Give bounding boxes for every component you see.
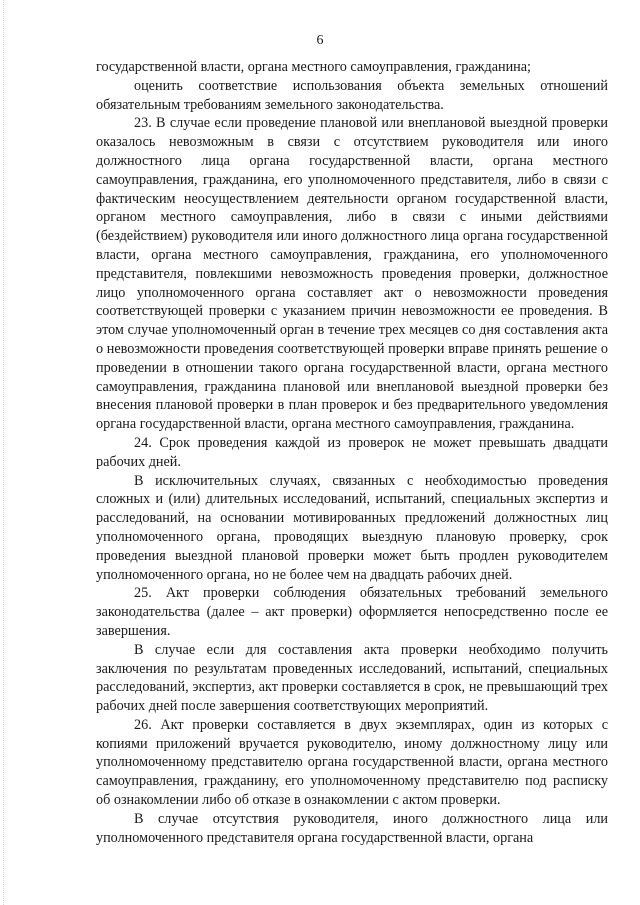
paragraph-2: оценить соответствие использования объекта земельных отношений обязательным требованиям земельного законодательства. — [96, 77, 608, 113]
scan-edge-mark — [3, 0, 5, 905]
paragraph-6: 25. Акт проверки соблюдения обязательных требований земельного законодательства (далее – акт проверки) оформляется непосредственно после ее завершения. — [96, 585, 608, 639]
paragraph-1: государственной власти, органа местного самоуправления, гражданина; — [96, 59, 532, 75]
document-body — [96, 58, 608, 847]
paragraph-3: 23. В случае если проведение плановой или внеплановой выездной проверки оказалось невозможным в связи с отсутствием руководителя или иного должностного лица органа государственной власти, органа местного самоуправления, гражданина, его уполномоченного представителя, либо в связи с фактическим неосуществлением деятельности органом государственной власти, органом местного самоуправления, либо в связи с иными действиями (бездействием) руководителя или иного должностного лица органа государственной власти, органа местного самоуправления, гражданина, его уполномоченного представителя, повлекшими невозможность проведения проверки, должностное лицо уполномоченного органа составляет акт о невозможности проведения соответствующей проверки с указанием причин невозможности ее проведения. В этом случае уполномоченный орган в течение трех месяцев со дня составления акта о невозможности проведения соответствующей проверки вправе принять решение о проведении в отношении такого органа государственной власти, органа местного самоуправления, гражданина плановой или внеплановой выездной проверки без внесения плановой проверки в план проверок и без предварительного уведомления органа государственной власти, органа местного самоуправления, гражданина. — [96, 115, 608, 433]
paragraph-9: В случае отсутствия руководителя, иного должностного лица или уполномоченного представителя органа государственной власти, органа — [96, 810, 608, 846]
paragraph-7: В случае если для составления акта проверки необходимо получить заключения по результатам проведенных исследований, испытаний, специальных расследований, экспертиз, акт проверки составляется в срок, не превышающий трех рабочих дней после завершения соответствующих мероприятий. — [96, 641, 608, 715]
paragraph-8: 26. Акт проверки составляется в двух экземплярах, один из которых с копиями приложений вручается руководителю, иному должностному лицу или уполномоченному представителю органа государственной власти, органа местного самоуправления, гражданину, его уполномоченному представителю под расписку об ознакомлении либо об отказе в ознакомлении с актом проверки. — [96, 716, 608, 809]
paragraph-5: В исключительных случаях, связанных с необходимостью проведения сложных и (или) длительных исследований, испытаний, специальных экспертиз и расследований, на основании мотивированных предложений должностных лиц уполномоченного органа, проводящих выездную плановую проверку, срок проведения выездной плановой проверки может быть продлен руководителем уполномоченного органа, но не более чем на двадцать рабочих дней. — [96, 472, 608, 583]
page-number: 6 — [316, 33, 324, 48]
paragraph-4: 24. Срок проведения каждой из проверок не может превышать двадцати рабочих дней. — [96, 434, 608, 470]
